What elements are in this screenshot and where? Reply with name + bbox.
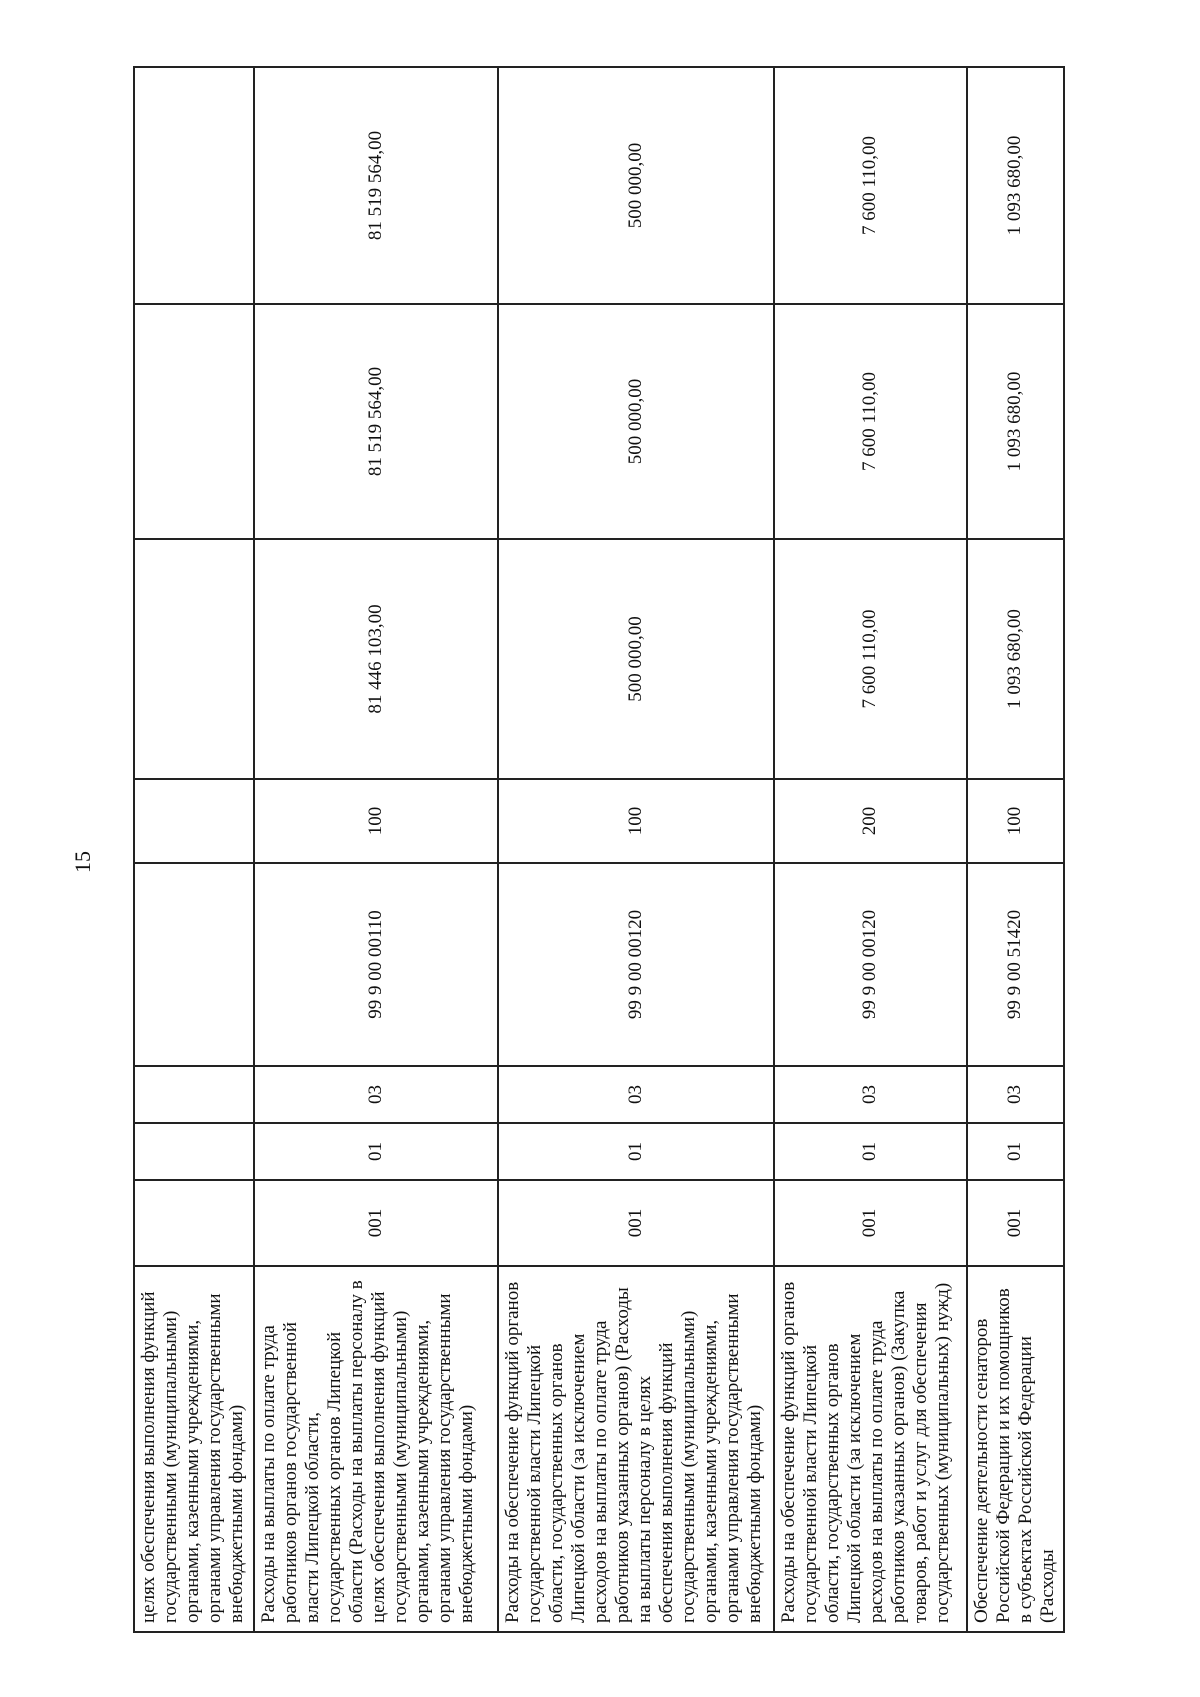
sum-year-2 [134,304,254,539]
subsection-code: 03 [967,1066,1064,1123]
section-code: 01 [498,1123,774,1180]
row-description: целях обеспечения выполнения функций государственными (муниципальными) органами, казенными учреждениями, органами управления государственными внебюджетными фондами) [134,1266,254,1632]
sum-year-2: 500 000,00 [498,304,774,539]
row-description: Обеспечение деятельности сенаторов Российской Федерации и их помощников в субъектах Российской Федерации (Расходы [967,1266,1064,1632]
admin-code: 001 [498,1180,774,1266]
sum-year-2: 81 519 564,00 [254,304,498,539]
target-article-code: 99 9 00 51420 [967,863,1064,1066]
admin-code [134,1180,254,1266]
expense-type-code: 100 [967,779,1064,863]
admin-code: 001 [774,1180,967,1266]
row-description: Расходы на обеспечение функций органов государственной власти Липецкой области, государственных органов Липецкой области (за исключением расходов на выплаты по оплате труда работников указанных органов) (Закупка товаров, работ и услуг для обеспечения государственных (муниципальных) нужд) [774,1266,967,1632]
expense-type-code [134,779,254,863]
sum-year-3: 7 600 110,00 [774,67,967,304]
admin-code: 001 [254,1180,498,1266]
expense-type-code: 200 [774,779,967,863]
budget-table-rotated [133,68,1065,1633]
section-code [134,1123,254,1180]
expense-type-code: 100 [254,779,498,863]
section-code: 01 [967,1123,1064,1180]
sum-year-1: 1 093 680,00 [967,539,1064,779]
sum-year-3 [134,67,254,304]
sum-year-1: 81 446 103,00 [254,539,498,779]
section-code: 01 [774,1123,967,1180]
table-row [134,67,254,1632]
table-row [774,67,967,1632]
section-code: 01 [254,1123,498,1180]
row-description: Расходы на обеспечение функций органов государственной власти Липецкой области, государственных органов Липецкой области (за исключением расходов на выплаты по оплате труда работников указанных органов) (Расходы на выплаты персоналу в целях обеспечения выполнения функций государственными (муниципальными) органами, казенными учреждениями, органами управления государственными внебюджетными фондами) [498,1266,774,1632]
subsection-code: 03 [774,1066,967,1123]
table-row [254,67,498,1632]
sum-year-1: 7 600 110,00 [774,539,967,779]
page-number: 15 [70,851,95,873]
sum-year-3: 81 519 564,00 [254,67,498,304]
target-article-code: 99 9 00 00120 [774,863,967,1066]
subsection-code: 03 [498,1066,774,1123]
admin-code: 001 [967,1180,1064,1266]
sum-year-3: 500 000,00 [498,67,774,304]
sum-year-1 [134,539,254,779]
budget-table [133,66,1065,1633]
sum-year-1: 500 000,00 [498,539,774,779]
sum-year-3: 1 093 680,00 [967,67,1064,304]
target-article-code: 99 9 00 00110 [254,863,498,1066]
target-article-code: 99 9 00 00120 [498,863,774,1066]
target-article-code [134,863,254,1066]
sum-year-2: 7 600 110,00 [774,304,967,539]
subsection-code [134,1066,254,1123]
subsection-code: 03 [254,1066,498,1123]
table-row [498,67,774,1632]
expense-type-code: 100 [498,779,774,863]
table-row [967,67,1064,1632]
sum-year-2: 1 093 680,00 [967,304,1064,539]
row-description: Расходы на выплаты по оплате труда работников органов государственной власти Липецкой области, государственных органов Липецкой области (Расходы на выплаты персоналу в целях обеспечения выполнения функций государственными (муниципальными) органами, казенными учреждениями, органами управления государственными внебюджетными фондами) [254,1266,498,1632]
